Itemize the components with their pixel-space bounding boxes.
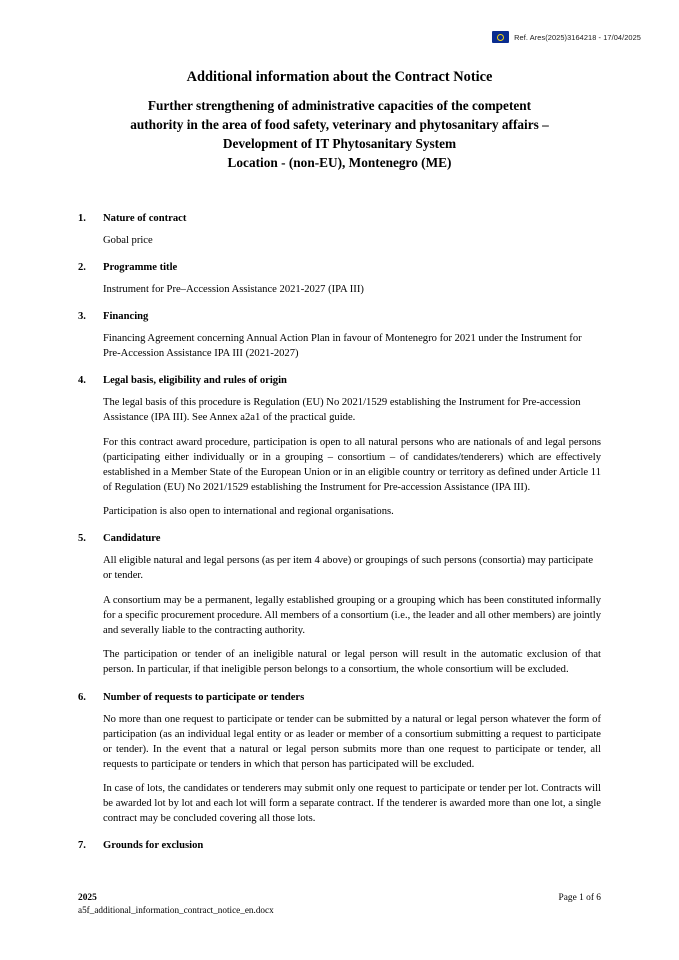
section-number: 5. <box>78 533 86 545</box>
section-nature-of-contract <box>78 213 601 248</box>
footer-year: 2025 <box>78 893 97 903</box>
section-body <box>103 282 601 297</box>
document-content <box>78 68 601 865</box>
paragraph: Financing Agreement concerning Annual Action Plan in favour of Montenegro for 2021 under the Instrument for Pre-Accession Assistance IPA III (2021-2027) <box>103 333 582 360</box>
section-heading <box>78 262 601 273</box>
paragraph: All eligible natural and legal persons (as per item 4 above) or groupings of such persons (consortia) may participate or tender. <box>103 555 594 582</box>
paragraph: Instrument for Pre–Accession Assistance 2021-2027 (IPA III) <box>103 283 364 295</box>
paragraph: No more than one request to participate or tender can be submitted by a natural or legal person whatever the form of participation (as an individual legal entity or as leader or member of a consortium submitting a request to participate or tender). In the event that a natural or legal person submits more than one request to participate or tender, all requests to participate or tenders in which that person has participated will be excluded. <box>103 713 601 770</box>
subtitle-line: authority in the area of food safety, veterinary and phytosanitary affairs – <box>130 117 549 133</box>
section-list <box>78 213 601 851</box>
eu-flag-icon <box>492 31 509 43</box>
section-title: Legal basis, eligibility and rules of origin <box>103 375 287 387</box>
subtitle-line: Development of IT Phytosanitary System <box>222 136 457 152</box>
section-body <box>103 233 601 248</box>
section-number: 3. <box>78 311 86 322</box>
section-title: Financing <box>103 311 149 322</box>
paragraph: Participation is also open to international and regional organisations. <box>103 506 394 518</box>
eu-stars-ring <box>497 34 504 41</box>
section-programme-title <box>78 262 601 297</box>
section-number: 6. <box>78 691 86 703</box>
section-body <box>103 553 601 677</box>
paragraph: In case of lots, the candidates or tenderers may submit only one request to participate or tender per lot. Contracts will be awarded lot by lot and each lot will form a separate contract. If the tenderer is awarded more than one lot, a single contract may be concluded covering all those lots. <box>103 783 601 825</box>
footer-page-number: Page 1 of 6 <box>558 893 601 903</box>
section-financing <box>78 311 601 361</box>
section-legal-basis <box>78 375 601 519</box>
section-title: Grounds for exclusion <box>103 840 204 852</box>
section-grounds-for-exclusion <box>78 840 601 851</box>
registration-stamp <box>492 31 641 43</box>
section-title: Programme title <box>103 261 178 273</box>
section-number: 1. <box>78 212 86 224</box>
paragraph: A consortium may be a permanent, legally established grouping or a grouping which has been constituted informally for a specific procurement procedure. All members of a consortium (i.e., the leader and all other members) are jointly and severally liable to the contracting authority. <box>103 594 601 636</box>
section-number: 4. <box>78 375 86 387</box>
section-body <box>103 712 601 827</box>
section-body <box>103 331 601 361</box>
footer-top-row <box>78 893 601 903</box>
page-subtitle <box>78 97 601 173</box>
page-footer <box>78 893 601 915</box>
paragraph: The legal basis of this procedure is Regulation (EU) No 2021/1529 establishing the Instrument for Pre-accession Assistance (IPA III). See Annex a2a1 of the practical guide. <box>103 397 581 424</box>
section-number: 7. <box>78 840 86 852</box>
section-number: 2. <box>78 261 86 273</box>
section-body <box>103 395 601 519</box>
paragraph: For this contract award procedure, participation is open to all natural persons who are nationals of and legal persons (participating either individually or in a grouping – consortium – of candidates/tenderers) which are effectively established in a Member State of the European Union or in an eligible country or territory as defined under Article 11 of Regulation (EU) No 2021/1529 establishing the Instrument for Pre-accession Assistance (IPA III). <box>103 436 601 493</box>
page-title: Additional information about the Contract Notice <box>186 69 493 85</box>
section-number-of-requests <box>78 692 601 827</box>
section-heading <box>78 311 601 322</box>
section-heading <box>78 533 601 544</box>
section-title: Nature of contract <box>103 212 187 224</box>
section-heading <box>78 213 601 224</box>
footer-filename: a5f_additional_information_contract_notice_en.docx <box>78 905 274 915</box>
section-candidature <box>78 533 601 677</box>
ares-reference: Ref. Ares(2025)3164218 - 17/04/2025 <box>514 32 641 42</box>
section-heading <box>78 375 601 386</box>
section-heading <box>78 840 601 851</box>
paragraph: The participation or tender of an ineligible natural or legal person will result in the automatic exclusion of that person. In particular, if that ineligible person belongs to a consortium, the whole consortium will be excluded. <box>103 649 601 676</box>
subtitle-line: Location - (non-EU), Montenegro (ME) <box>227 155 452 171</box>
subtitle-line: Further strengthening of administrative capacities of the competent <box>147 98 532 114</box>
section-title: Number of requests to participate or tenders <box>103 691 305 703</box>
section-title: Candidature <box>103 533 161 545</box>
section-heading <box>78 692 601 703</box>
paragraph: Gobal price <box>103 234 153 246</box>
